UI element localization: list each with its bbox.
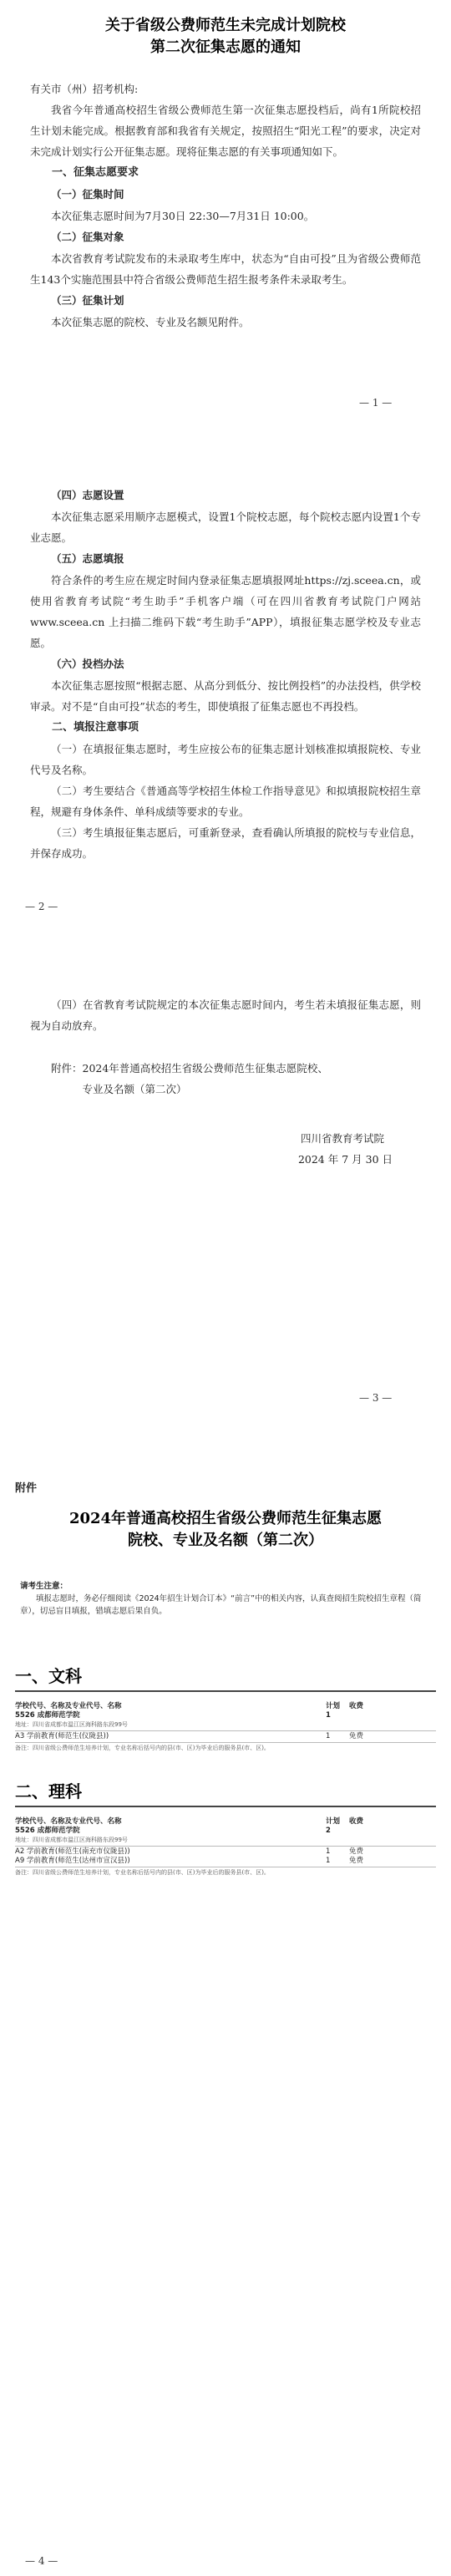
- hint-title: 请考生注意：: [20, 1582, 68, 1591]
- major-plan: 1: [326, 1847, 331, 1856]
- major-fee: 免费: [349, 1847, 364, 1856]
- section-science-title: 二、理科: [15, 1781, 82, 1801]
- s1-6-title: （六）投档办法: [51, 658, 124, 670]
- school-row: [15, 1711, 436, 1720]
- hint-text: 填报志愿时，务必仔细阅读《2024年招生计划合订本》“前言”中的相关内容，认真查阅招生院校招生章程（简章），切忌盲目填报，错填志愿后果自负。: [20, 1594, 422, 1616]
- appendix-page: [0, 1479, 451, 1877]
- page-number-4: — 4 —: [25, 2555, 58, 2567]
- s1-5-text: 符合条件的考生应在规定时间内登录征集志愿填报网址https://zj.sceea.cn，或使用省教育考试院“考生助手”手机客户端（可在四川省教育考试院门户网站 www.sceea.cn 上扫描二维码下载“考生助手”APP），填报征集志愿学校及专业志愿。: [30, 574, 421, 649]
- school-plan: 2: [326, 1827, 331, 1835]
- table-header: [15, 1702, 436, 1711]
- s1-4-text: 本次征集志愿采用顺序志愿模式，设置1个院校志愿，每个院校志愿内设置1个专业志愿。: [30, 511, 421, 544]
- page-number-1: — 1 —: [359, 397, 393, 409]
- s2-1-text: （一）在填报征集志愿时，考生应按公布的征集志愿计划核准拟填报院校、专业代号及名称。: [30, 743, 421, 776]
- s1-3-title: （三）征集计划: [51, 294, 124, 307]
- school-plan: 1: [326, 1711, 331, 1720]
- major-name: A3 学前教育(师范生(仪陇县)): [15, 1732, 109, 1740]
- school-row: [15, 1827, 436, 1836]
- page-number-2: — 2 —: [25, 901, 58, 912]
- issue-date: 2024 年 7 月 30 日: [297, 1153, 393, 1166]
- greeting: 有关市（州）招考机构:: [30, 83, 139, 95]
- major-plan: 1: [326, 1857, 331, 1865]
- appendix-title-line1: 2024年普通高校招生省级公费师范生征集志愿: [68, 1510, 383, 1527]
- s1-2-title: （二）征集对象: [51, 231, 124, 243]
- major-name: A2 学前教育(师范生(南充市仪陇县)): [15, 1847, 130, 1856]
- major-row: [15, 1732, 436, 1741]
- notice-page-2: [0, 485, 451, 864]
- issuer: 四川省教育考试院: [300, 1132, 384, 1145]
- liberal-arts-table: [15, 1702, 436, 1753]
- major-fee: 免费: [349, 1732, 364, 1740]
- header-col-plan: 计划: [326, 1817, 341, 1826]
- s1-5-title: （五）志愿填报: [51, 552, 124, 565]
- s1-6-text: 本次征集志愿按照“根据志愿、从高分到低分、按比例投档”的办法投档，供学校审录。对不是“自由可投”状态的考生，即使填报了征集志愿也不再投档。: [30, 679, 421, 713]
- s1-4-title: （四）志愿设置: [51, 489, 124, 501]
- section-liberal-arts-title: 一、文科: [15, 1666, 82, 1686]
- header-col-fee: 收费: [349, 1817, 364, 1826]
- header-col-fee: 收费: [349, 1702, 364, 1710]
- s1-1-text: 本次征集志愿时间为7月30日 22:30—7月31日 10:00。: [51, 210, 315, 222]
- section-2-title: 二、填报注意事项: [52, 721, 139, 734]
- major-plan: 1: [326, 1732, 331, 1740]
- section-1-title: 一、征集志愿要求: [52, 166, 139, 179]
- school-name: 5526 成都师范学院: [15, 1827, 80, 1835]
- appendix-title-line2: 院校、专业及名额（第二次）: [128, 1532, 323, 1549]
- header-col-plan: 计划: [326, 1702, 341, 1710]
- major-fee: 免费: [349, 1857, 364, 1865]
- s1-2-text: 本次省教育考试院发布的未录取考生库中，状态为“自由可投”且为省级公费师范生143个实施范围县中符合省级公费师范生招生报考条件未录取考生。: [30, 252, 421, 286]
- section-note: 备注：四川省级公费师范生培养计划，专业名称后括号内的县(市、区)为毕业后的服务县(市、区)。: [15, 1745, 270, 1751]
- s2-3-text: （三）考生填报征集志愿后，可重新登录，查看确认所填报的院校与专业信息，并保存成功。: [30, 826, 421, 860]
- page-number-3: — 3 —: [359, 1392, 393, 1404]
- major-row: [15, 1857, 436, 1866]
- school-name: 5526 成都师范学院: [15, 1711, 80, 1720]
- notice-title-line1: 关于省级公费师范生未完成计划院校: [105, 17, 346, 34]
- school-address: 地址：四川省成都市温江区海科路东段99号: [15, 1837, 128, 1843]
- science-table: [15, 1817, 436, 1877]
- school-address: 地址：四川省成都市温江区海科路东段99号: [15, 1721, 128, 1728]
- attachment-line2: 专业及名额（第二次）: [82, 1083, 187, 1095]
- table-header: [15, 1817, 436, 1827]
- s1-3-text: 本次征集志愿的院校、专业及名额见附件。: [51, 316, 250, 328]
- notice-title-line2: 第二次征集志愿的通知: [150, 38, 301, 56]
- major-name: A9 学前教育(师范生(达州市宣汉县)): [15, 1857, 130, 1865]
- major-row: [15, 1847, 436, 1857]
- s1-1-title: （一）征集时间: [51, 188, 124, 201]
- s2-2-text: （二）考生要结合《普通高等学校招生体检工作指导意见》和拟填报院校招生章程，规避有身体条件、单科成绩等要求的专业。: [30, 785, 421, 818]
- intro-paragraph: 我省今年普通高校招生省级公费师范生第一次征集志愿投档后，尚有1所院校招生计划未能完成。根据教育部和我省有关规定，按照招生“阳光工程”的要求，决定对未完成计划实行公开征集志愿。现将征集志愿的有关事项通知如下。: [30, 104, 421, 158]
- attachment-line1: 附件：2024年普通高校招生省级公费师范生征集志愿院校、: [51, 1062, 328, 1075]
- s2-4-text: （四）在省教育考试院规定的本次征集志愿时间内，考生若未填报征集志愿，则视为自动放弃。: [30, 998, 421, 1032]
- section-note: 备注：四川省级公费师范生培养计划，专业名称后括号内的县(市、区)为毕业后的服务县(市、区)。: [15, 1869, 270, 1876]
- header-col-school: 学校代号、名称及专业代号、名称: [15, 1702, 122, 1710]
- notice-page-1: [0, 15, 451, 333]
- header-col-school: 学校代号、名称及专业代号、名称: [15, 1817, 122, 1826]
- notice-page-3: [0, 994, 451, 1170]
- appendix-label: 附件: [15, 1482, 38, 1495]
